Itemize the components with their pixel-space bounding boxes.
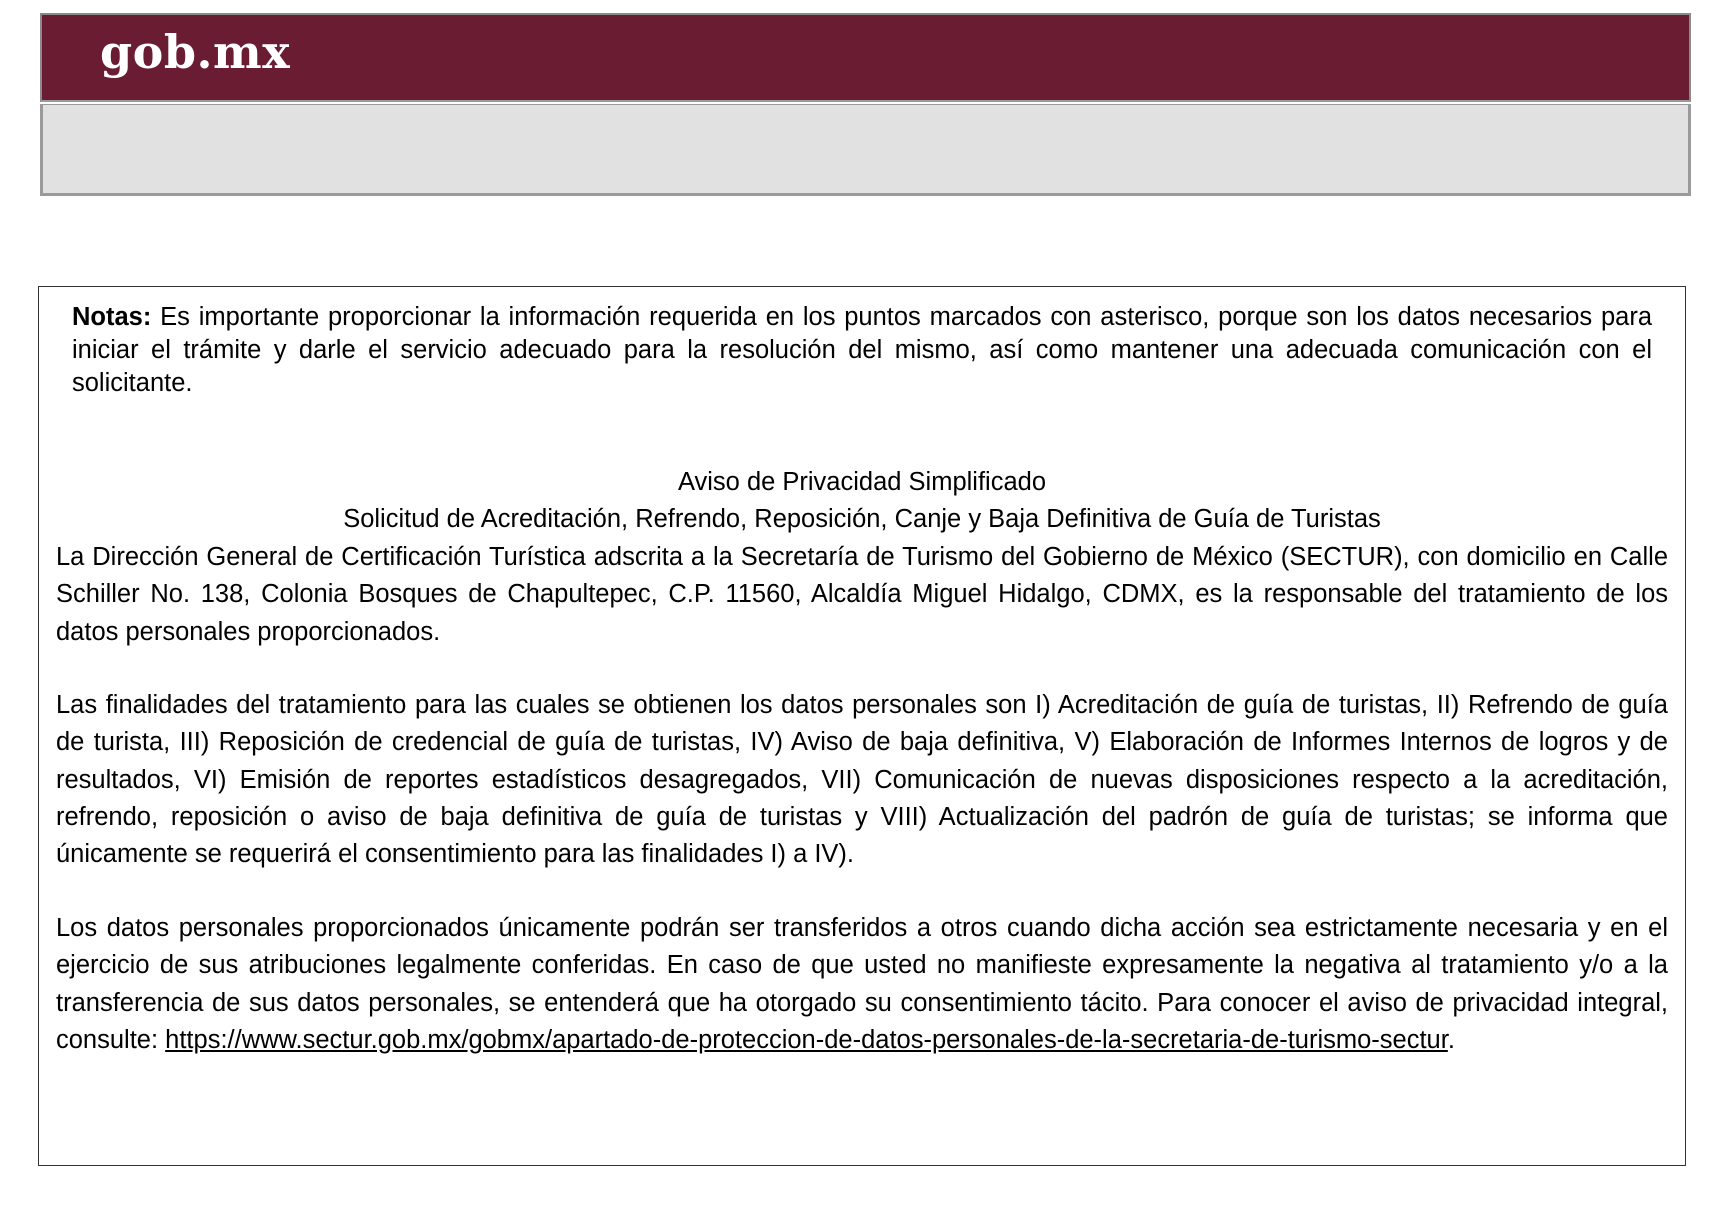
gobmx-logo[interactable]: gob.mx xyxy=(100,25,291,79)
paragraph-transfers-text: Los datos personales proporcionados únicamente podrán ser transferidos a otros cuando dicha acción sea estrictamente necesaria y en el ejercicio de sus atribuciones legalmente conferidas. En caso de que usted no manifieste expresamente la negativa al tratamiento y/o a la transferencia de sus datos personales, se entenderá que ha otorgado su consentimiento tácito. Para conocer el aviso de privacidad integral, consulte: xyxy=(56,914,1668,1054)
header-subbar xyxy=(40,104,1691,196)
gobmx-header-bar xyxy=(40,13,1691,102)
paragraph-transfers xyxy=(56,910,1668,1059)
notes-paragraph xyxy=(72,301,1652,400)
notes-text: Es importante proporcionar la información requerida en los puntos marcados con asterisco, porque son los datos necesarios para iniciar el trámite y darle el servicio adecuado para la resolución del mismo, así como mantener una adecuada comunicación con el solicitante. xyxy=(72,303,1652,397)
notes-label: Notas: xyxy=(72,303,152,331)
paragraph-responsible: La Dirección General de Certificación Turística adscrita a la Secretaría de Turismo del Gobierno de México (SECTUR), con domicilio en Calle Schiller No. 138, Colonia Bosques de Chapultepec, C.P. 11560, Alcaldía Miguel Hidalgo, CDMX, es la responsable del tratamiento de los datos personales proporcionados. xyxy=(56,543,1668,646)
notice-title: Aviso de Privacidad Simplificado xyxy=(677,468,1047,496)
paragraph-transfers-end: . xyxy=(1447,1025,1455,1054)
privacy-notice-box xyxy=(38,286,1686,1166)
privacy-notice-link[interactable]: https://www.sectur.gob.mx/gobmx/apartado-de-proteccion-de-datos-personales-de-la-secretaria-de-turismo-sectur xyxy=(165,1025,1448,1054)
notice-subtitle: Solicitud de Acreditación, Refrendo, Reposición, Canje y Baja Definitiva de Guía de Turistas xyxy=(343,505,1381,533)
paragraph-purposes: Las finalidades del tratamiento para las cuales se obtienen los datos personales son I) Acreditación de guía de turistas, II) Refrendo de guía de turista, III) Reposición de credencial de guía de turistas, IV) Aviso de baja definitiva, V) Elaboración de Informes Internos de logros y de resultados, VI) Emisión de reportes estadísticos desagregados, VII) Comunicación de nuevas disposiciones respecto a la acreditación, refrendo, reposición o aviso de baja definitiva de guía de turistas y VIII) Actualización del padrón de guía de turistas; se informa que únicamente se requerirá el consentimiento para las finalidades I) a IV). xyxy=(56,691,1668,869)
